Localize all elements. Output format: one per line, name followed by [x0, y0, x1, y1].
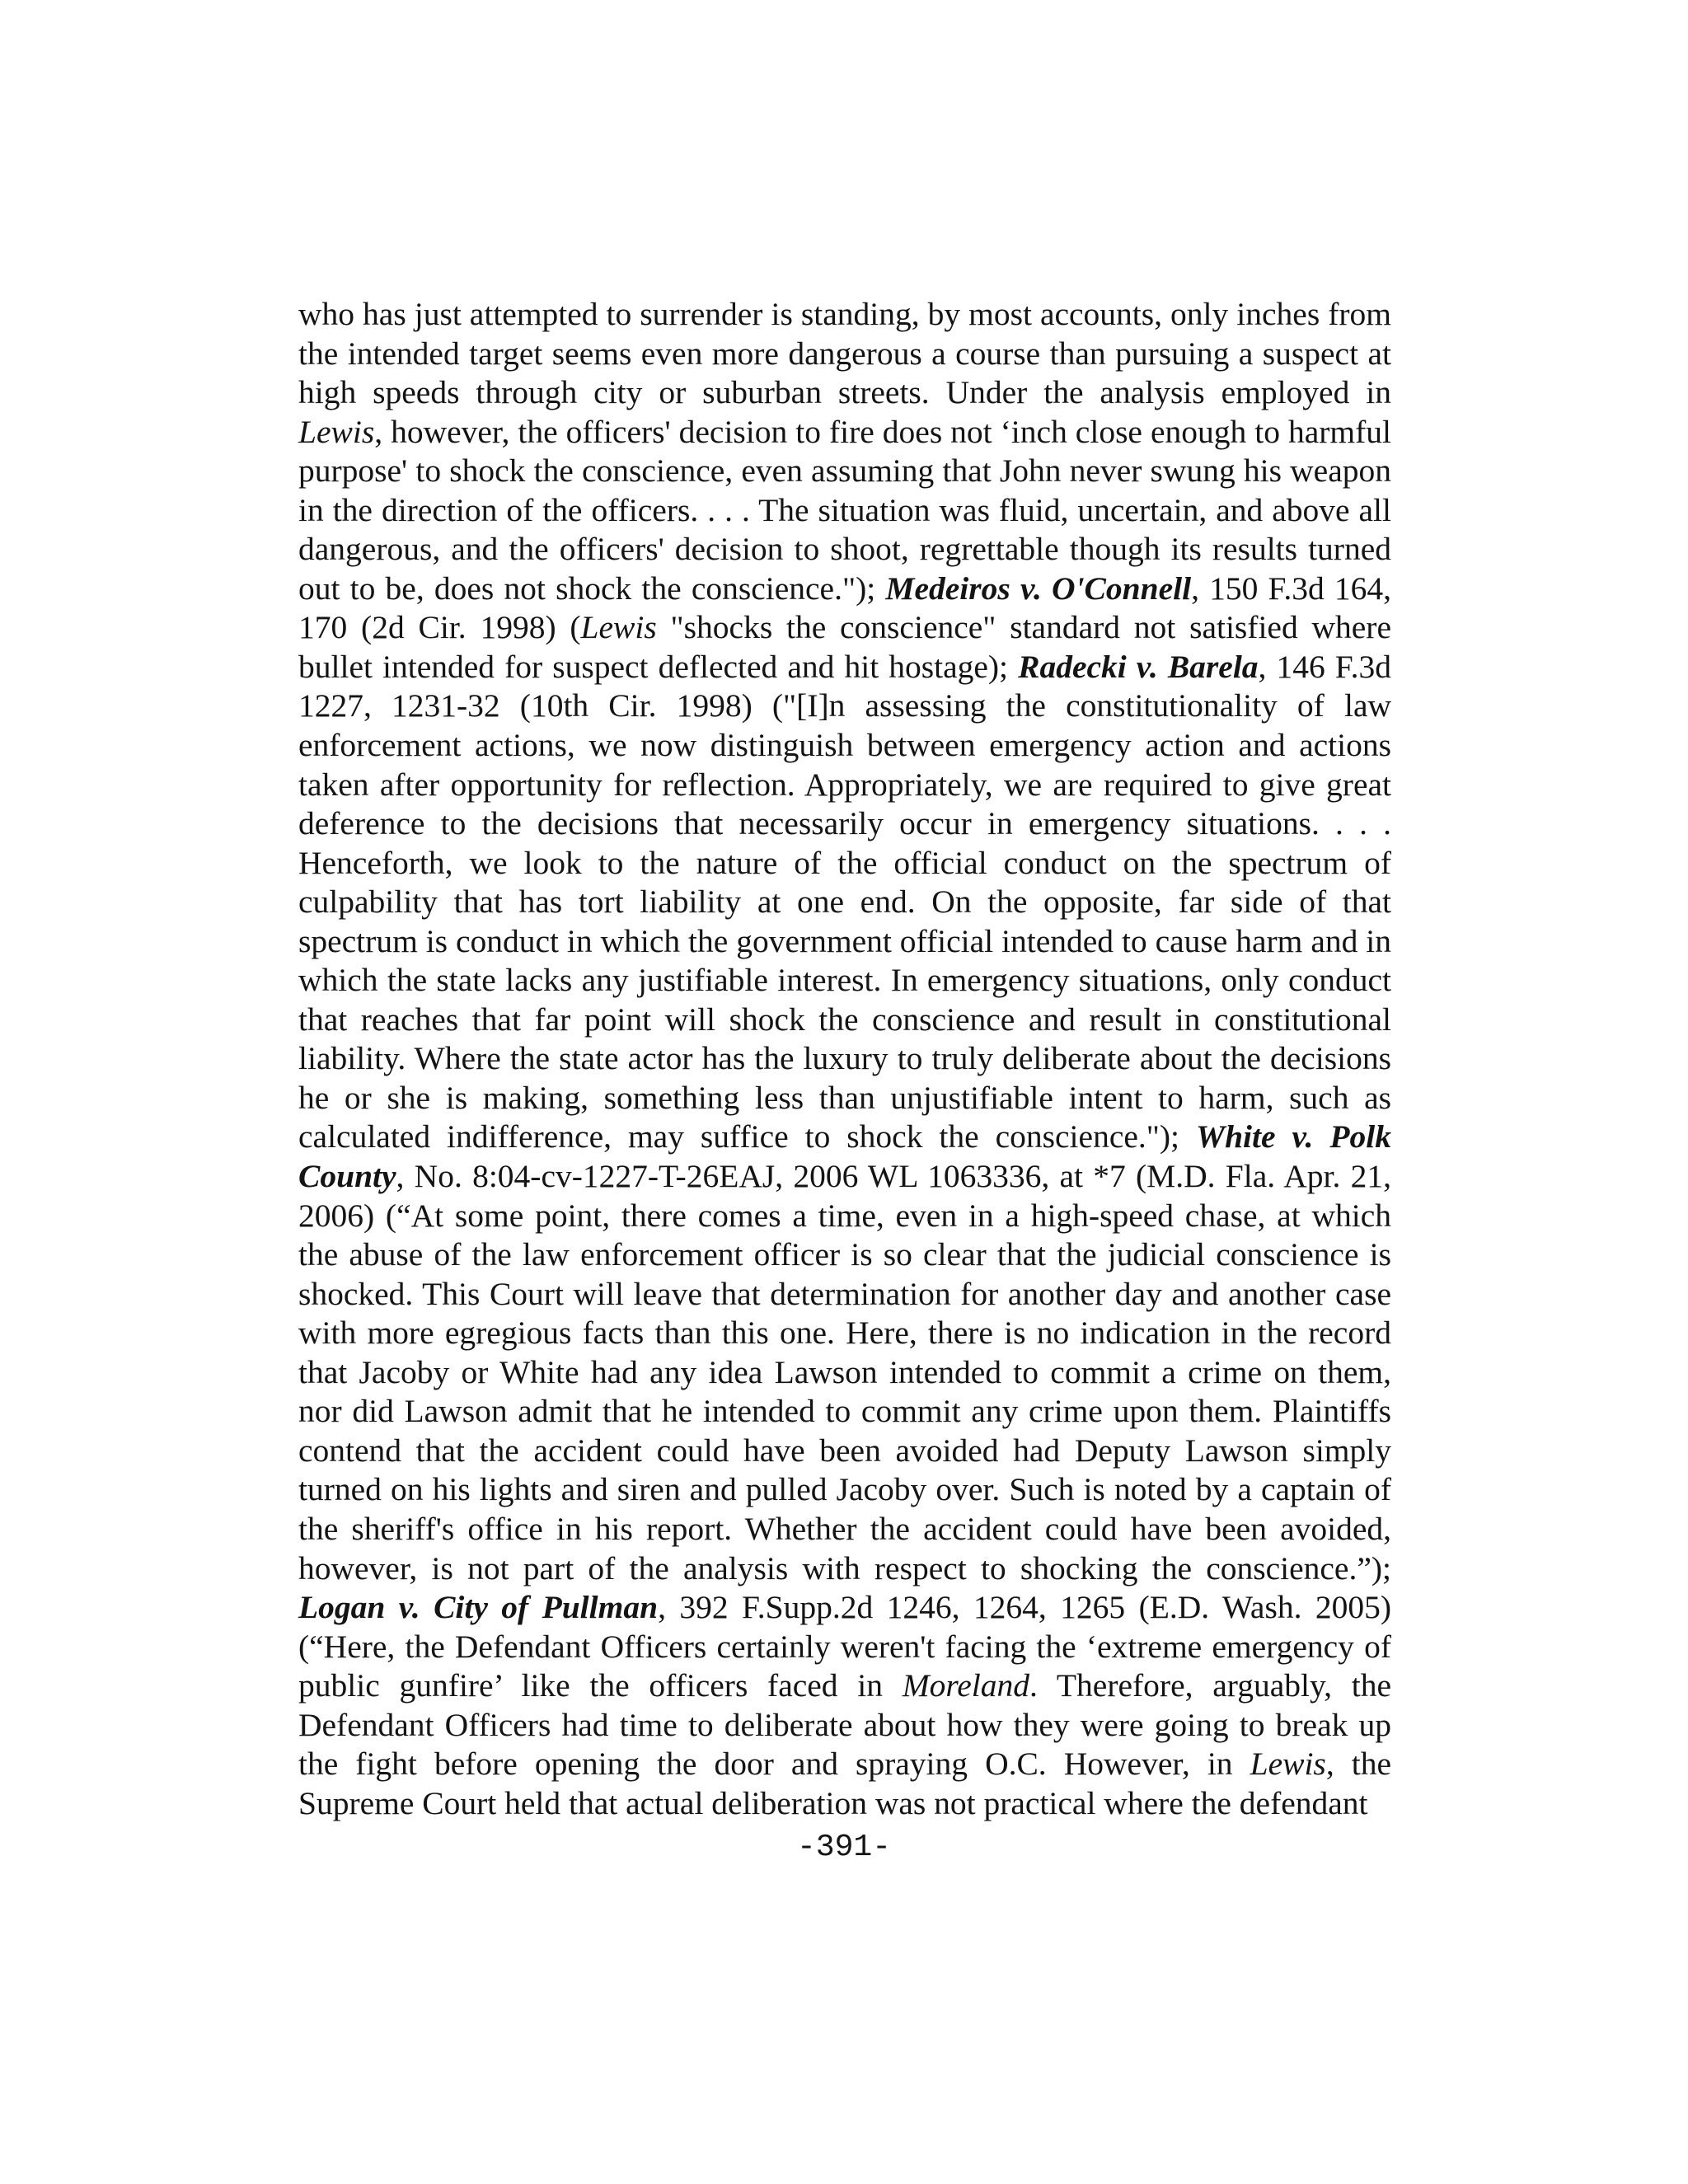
- page-number: -391-: [796, 1830, 892, 1865]
- text-segment: who has just attempted to surrender is standing, by most accounts, only inches from the intended target seems even more dangerous a course than pursuing a suspect at high speeds through city or suburban streets. Under the analysis employed in: [298, 296, 1391, 411]
- text-segment: , No. 8:04-cv-1227-T-26EAJ, 2006 WL 1063336, at *7 (M.D. Fla. Apr. 21, 2006) (“At some point, there comes a time, even in a high-speed chase, at which the abuse of the law enforcement officer is so clear that the judicial conscience is shocked. This Court will leave that determination for another day and another case with more egregious facts than this one. Here, there is no indication in the record that Jacoby or White had any idea Lawson intended to commit a crime on them, nor did Lawson admit that he intended to commit any crime upon them. Plaintiffs contend that the accident could have been avoided had Deputy Lawson simply turned on his lights and siren and pulled Jacoby over. Such is noted by a captain of the sheriff's office in his report. Whether the accident could have been avoided, however, is not part of the analysis with respect to shocking the conscience.”);: [298, 1158, 1391, 1586]
- text-segment: , 392 F.Supp.2d 1246, 1264, 1265 (E.D. Wash. 2005) (“Here, the Defendant Officers certainly weren't facing the ‘extreme emergency of public gunfire’ like the officers faced in: [298, 1589, 1391, 1704]
- case-reference: Lewis: [1250, 1746, 1326, 1783]
- text-segment: , the Supreme Court held that actual deliberation was not practical where the defendant: [298, 1746, 1391, 1821]
- case-citation: White v. Polk County: [298, 1118, 1391, 1195]
- case-citation: Medeiros v. O'Connell: [885, 569, 1192, 607]
- case-reference: Lewis: [580, 609, 657, 646]
- case-reference: Moreland: [902, 1667, 1030, 1704]
- text-segment: . Therefore, arguably, the Defendant Officers had time to deliberate about how they were going to break up the fight before opening the door and spraying O.C. However, in: [298, 1667, 1391, 1783]
- text-segment: , 146 F.3d 1227, 1231-32 (10th Cir. 1998) ("[I]n assessing the constitutionality of law enforcement actions, we now distinguish between emergency action and actions taken after opportunity for reflection. Appropriately, we are required to give great deference to the decisions that necessarily occur in emergency situations. . . . Henceforth, we look to the nature of the official conduct on the spectrum of culpability that has tort liability at one end. On the opposite, far side of that spectrum is conduct in which the government official intended to cause harm and in which the state lacks any justifiable interest. In emergency situations, only conduct that reaches that far point will shock the conscience and result in constitutional liability. Where the state actor has the luxury to truly deliberate about the decisions he or she is making, something less than unjustifiable intent to harm, such as calculated indifference, may suffice to shock the conscience.");: [298, 648, 1391, 1155]
- body-paragraph: [298, 295, 1391, 1823]
- text-segment: , however, the officers' decision to fire does not ‘inch close enough to harmful purpose' to shock the conscience, even assuming that John never swung his weapon in the direction of the officers. . . . The situation was fluid, uncertain, and above all dangerous, and the officers' decision to shoot, regrettable though its results turned out to be, does not shock the conscience.");: [298, 413, 1391, 607]
- case-citation: Radecki v. Barela: [1018, 648, 1259, 685]
- case-reference: Lewis: [298, 413, 375, 450]
- text-segment: , 150 F.3d 164, 170 (2d Cir. 1998) (: [298, 569, 1392, 646]
- case-citation: Logan v. City of Pullman: [298, 1589, 659, 1626]
- text-segment: "shocks the conscience" standard not satisfied where bullet intended for suspect deflected and hit hostage);: [298, 609, 1391, 685]
